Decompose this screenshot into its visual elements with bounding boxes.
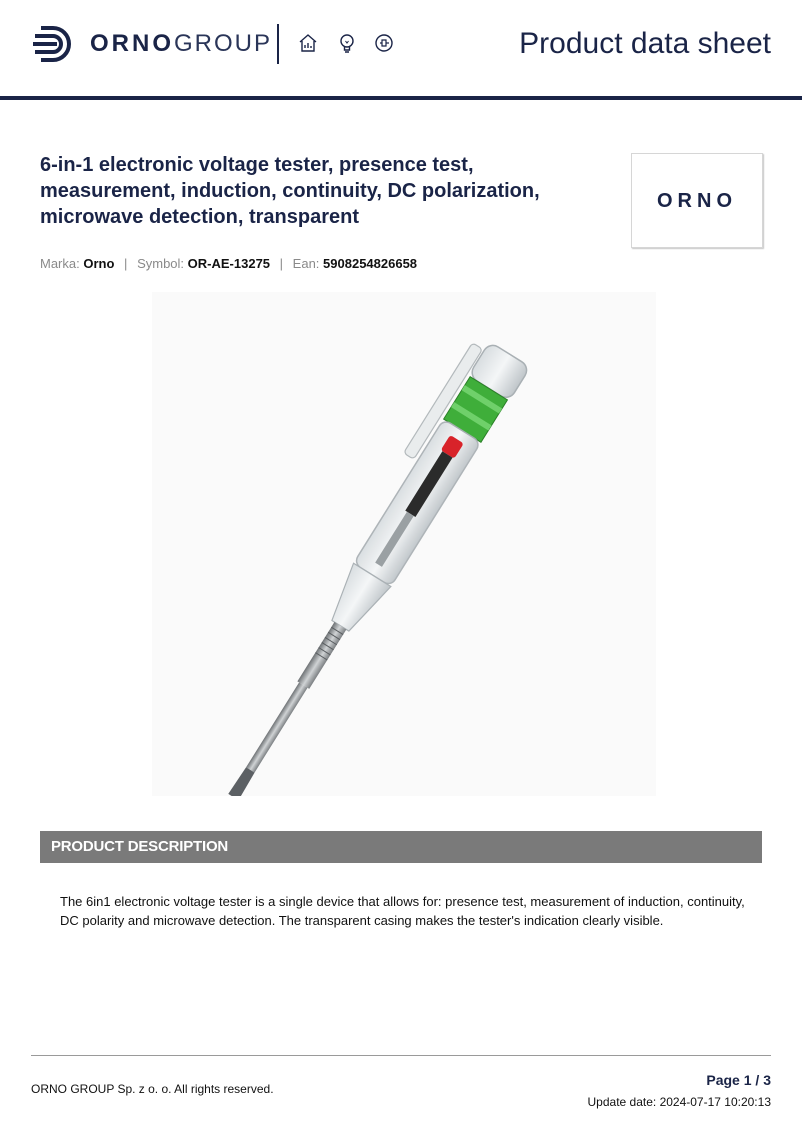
ean-value: 5908254826658 <box>323 256 418 271</box>
page-separator: / <box>755 1072 760 1088</box>
copyright-text: ORNO GROUP Sp. z o. o. All rights reserved. <box>31 1082 274 1096</box>
brand-value: Orno <box>83 256 115 271</box>
page-current: 1 <box>743 1072 752 1088</box>
symbol-label: Symbol: <box>137 256 185 271</box>
document-type-title: Product data sheet <box>519 27 771 60</box>
brand-logo-box <box>631 153 763 248</box>
ean-label: Ean: <box>292 256 320 271</box>
brand-label: Marka: <box>40 256 80 271</box>
meta-separator: | <box>279 256 284 271</box>
meta-separator: | <box>124 256 128 271</box>
symbol-value: OR-AE-13275 <box>187 256 271 271</box>
smart-home-icon <box>297 32 319 54</box>
product-description: The 6in1 electronic voltage tester is a single device that allows for: presence test, measurement of induction, continuity, DC polarity and microwave detection. The transparent casing makes the tester's indication clearly visible. <box>60 894 745 928</box>
page-total: 3 <box>763 1072 771 1088</box>
company-logo-text <box>90 28 272 60</box>
section-title: PRODUCT DESCRIPTION <box>51 838 229 855</box>
update-value: 2024-07-17 10:20:13 <box>659 1095 771 1109</box>
page-indicator <box>706 1072 771 1088</box>
product-meta <box>40 255 417 273</box>
product-photo <box>152 292 656 796</box>
header-rule <box>0 96 802 100</box>
logo-bold-text: ORNO <box>90 30 174 57</box>
lightbulb-icon <box>336 32 358 54</box>
header-divider <box>277 24 279 64</box>
product-title: 6-in-1 electronic voltage tester, presence test, measurement, induction, continuity, DC polarization, microwave detection, transparent <box>40 154 540 228</box>
footer-rule <box>31 1055 771 1056</box>
update-date <box>588 1095 772 1109</box>
description-section-header <box>40 831 762 863</box>
update-label: Update date: <box>587 1095 657 1109</box>
orno-logo-icon <box>33 24 75 64</box>
page-label: Page <box>706 1072 740 1088</box>
energy-plug-icon <box>373 32 395 54</box>
brand-logo-text: ORNO <box>657 190 737 212</box>
logo-light-text: GROUP <box>174 30 273 57</box>
voltage-tester-image <box>152 292 656 796</box>
page-header <box>0 0 802 100</box>
